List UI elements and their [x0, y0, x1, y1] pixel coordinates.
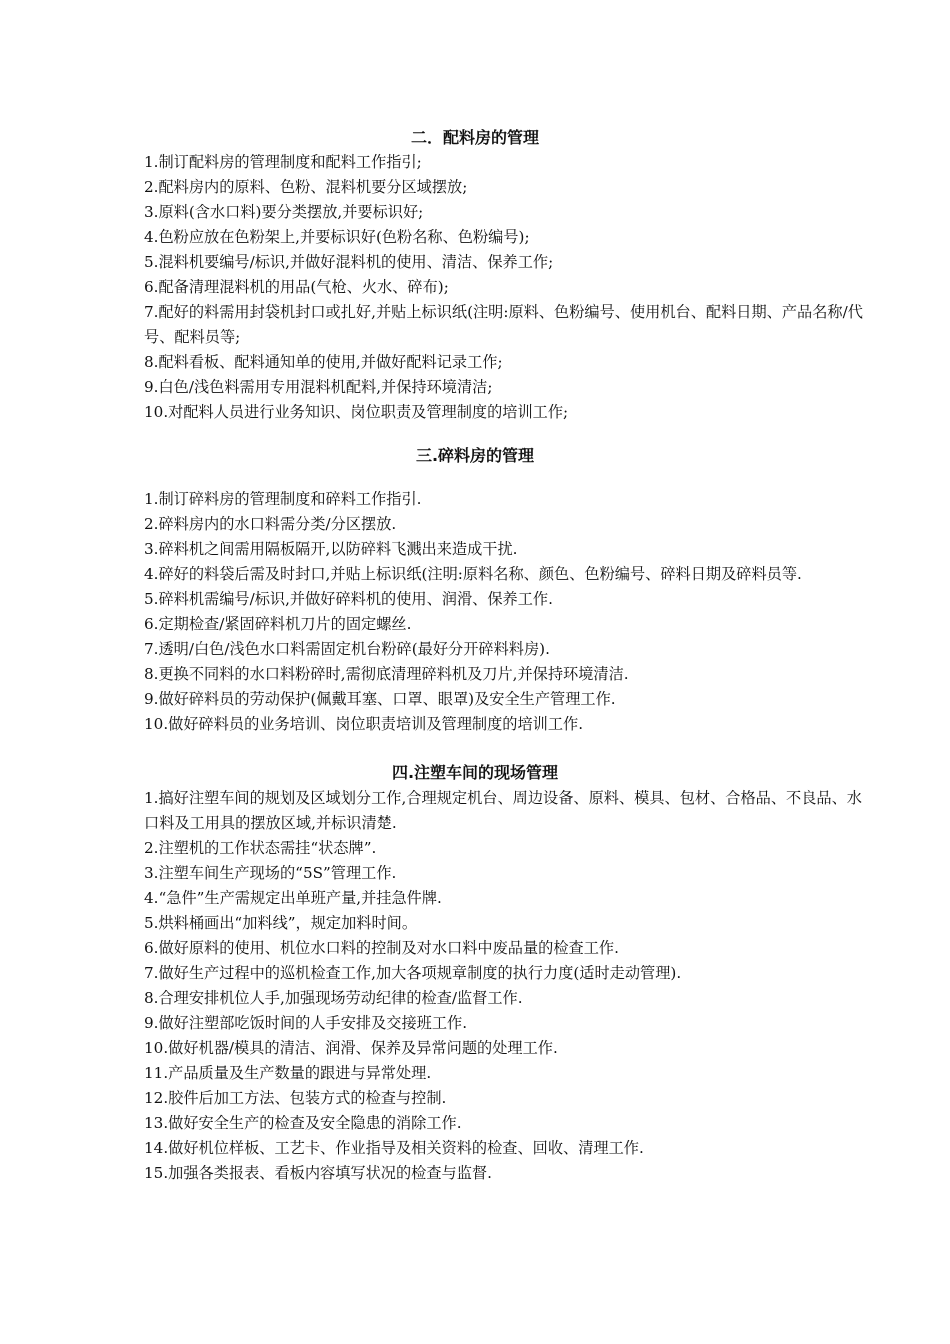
crushing-room-list: [144, 487, 870, 737]
list-item: 1.制订碎料房的管理制度和碎料工作指引.: [144, 490, 422, 508]
list-item: 3.注塑车间生产现场的“5S”管理工作.: [144, 864, 397, 882]
list-item: 2.注塑机的工作状态需挂“状态牌”.: [144, 839, 377, 857]
section-title-injection-workshop: 四.注塑车间的现场管理: [391, 763, 559, 782]
list-item: 5.混料机要编号/标识,并做好混料机的使用、清洁、保养工作;: [144, 253, 554, 271]
list-item: 7.透明/白色/浅色水口料需固定机台粉碎(最好分开碎料料房).: [144, 640, 550, 658]
list-item: 6.定期检查/紧固碎料机刀片的固定螺丝.: [144, 615, 412, 633]
list-item: 8.更换不同料的水口料粉碎时,需彻底清理碎料机及刀片,并保持环境清洁.: [144, 665, 629, 683]
list-item: 9.白色/浅色料需用专用混料机配料,并保持环境清洁;: [144, 378, 493, 396]
list-item: 5.烘料桶画出“加料线”，规定加料时间。: [144, 914, 418, 932]
list-item: 2.碎料房内的水口料需分类/分区摆放.: [144, 515, 397, 533]
list-item: 10.对配料人员进行业务知识、岗位职责及管理制度的培训工作;: [144, 403, 569, 421]
list-item: 11.产品质量及生产数量的跟进与异常处理.: [144, 1064, 432, 1082]
list-item: 15.加强各类报表、看板内容填写状况的检查与监督.: [144, 1164, 492, 1182]
section-title-batching-room: 二．配料房的管理: [410, 128, 539, 147]
batching-room-list: [144, 150, 870, 425]
list-item: 3.碎料机之间需用隔板隔开,以防碎料飞溅出来造成干扰.: [144, 540, 518, 558]
list-item: 10.做好碎料员的业务培训、岗位职责培训及管理制度的培训工作.: [144, 715, 584, 733]
section-title-crushing-room: 三.碎料房的管理: [415, 446, 535, 465]
list-item: 6.配备清理混料机的用品(气枪、火水、碎布);: [144, 278, 449, 296]
list-item: 9.做好碎料员的劳动保护(佩戴耳塞、口罩、眼罩)及安全生产管理工作.: [144, 690, 616, 708]
list-item: 12.胶件后加工方法、包装方式的检查与控制.: [144, 1089, 447, 1107]
list-item: 4.“急件”生产需规定出单班产量,并挂急件牌.: [144, 889, 442, 907]
list-item: 2.配料房内的原料、色粉、混料机要分区域摆放;: [144, 178, 468, 196]
list-item: 1.制订配料房的管理制度和配料工作指引;: [144, 153, 422, 171]
list-item: 6.做好原料的使用、机位水口料的控制及对水口料中废品量的检查工作.: [144, 939, 619, 957]
list-item: 7.配好的料需用封袋机封口或扎好,并贴上标识纸(注明:原料、色粉编号、使用机台、配料日期、产品名称/代号、配料员等;: [144, 303, 863, 346]
list-item: 14.做好机位样板、工艺卡、作业指导及相关资料的检查、回收、清理工作.: [144, 1139, 644, 1157]
list-item: 4.碎好的料袋后需及时封口,并贴上标识纸(注明:原料名称、颜色、色粉编号、碎料日期及碎料员等.: [144, 565, 802, 583]
list-item: 8.配料看板、配料通知单的使用,并做好配料记录工作;: [144, 353, 503, 371]
list-item: 8.合理安排机位人手,加强现场劳动纪律的检查/监督工作.: [144, 989, 523, 1007]
list-item: 9.做好注塑部吃饭时间的人手安排及交接班工作.: [144, 1014, 468, 1032]
list-item: 7.做好生产过程中的巡机检查工作,加大各项规章制度的执行力度(适时走动管理).: [144, 964, 682, 982]
list-item: 3.原料(含水口料)要分类摆放,并要标识好;: [144, 203, 424, 221]
list-item: 5.碎料机需编号/标识,并做好碎料机的使用、润滑、保养工作.: [144, 590, 553, 608]
list-item: 13.做好安全生产的检查及安全隐患的消除工作.: [144, 1114, 462, 1132]
list-item: 10.做好机器/模具的清洁、润滑、保养及异常问题的处理工作.: [144, 1039, 558, 1057]
injection-workshop-list: [144, 786, 870, 1186]
list-item: 1.搞好注塑车间的规划及区域划分工作,合理规定机台、周边设备、原料、模具、包材、合格品、不良品、水口料及工用具的摆放区域,并标识清楚.: [144, 789, 862, 832]
list-item: 4.色粉应放在色粉架上,并要标识好(色粉名称、色粉编号);: [144, 228, 530, 246]
